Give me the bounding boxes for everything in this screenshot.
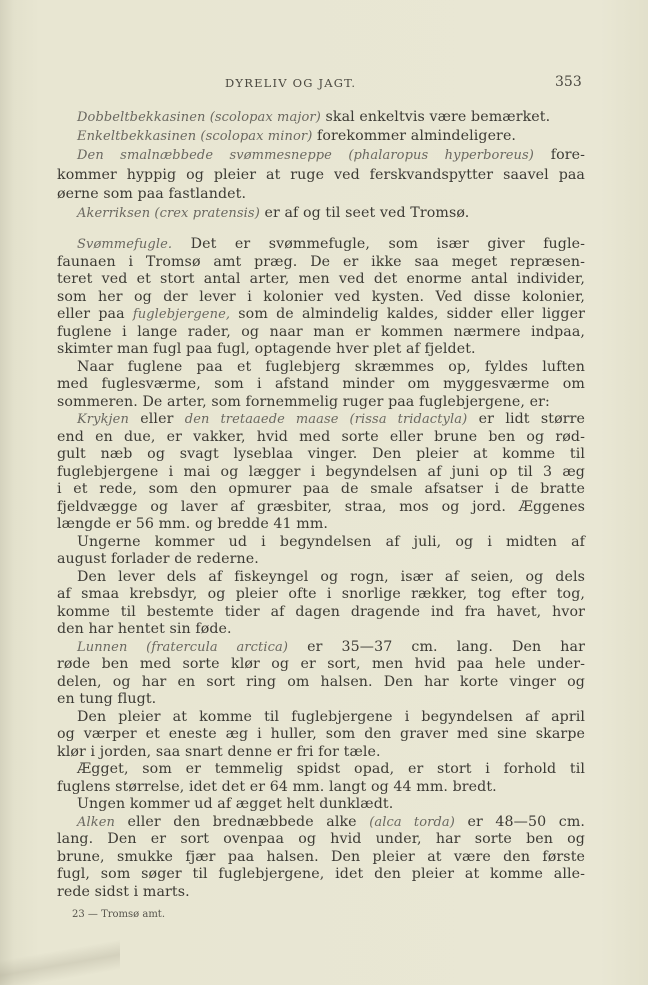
page-edge-shadow — [0, 930, 120, 985]
italic-term: Svømmefugle. — [77, 237, 173, 252]
text-line — [57, 779, 585, 797]
text-run: Ungerne kommer ud i begyndelsen af juli, og i midten af — [77, 533, 585, 550]
text-run: Det er svømmefugle, som især giver fugle- — [172, 236, 585, 252]
italic-term: den tretaaede maase (rissa tridactyla) — [184, 412, 468, 427]
text-run: øerne som paa fastlandet. — [57, 185, 247, 202]
svommefugle-section — [57, 236, 585, 901]
text-line — [57, 814, 585, 832]
paragraph — [57, 359, 585, 412]
italic-term: Krykjen — [77, 412, 129, 427]
text-run: skal enkeltvis være bemærket. — [320, 109, 551, 125]
printer-signature: 23 — Tromsø amt. — [72, 909, 166, 920]
text-line — [57, 289, 585, 307]
paragraph — [57, 411, 585, 534]
italic-term: Alken — [77, 814, 115, 830]
text-run: fuglebjergene i mai og lægger i begyndelsen af juni op til 3 æg — [57, 463, 585, 480]
text-run: eller den brednæbbede alke — [115, 813, 370, 830]
text-run: fore- — [533, 147, 586, 164]
text-line — [57, 551, 585, 569]
italic-term: (alca torda) — [369, 814, 455, 830]
text-run: skimter man fugl paa fugl, optagende hver plet af fjeldet. — [57, 341, 476, 357]
text-line — [57, 691, 585, 709]
text-run: Den pleier at komme til fuglebjergene i begyndelsen af april — [77, 708, 585, 725]
text-run: den har hentet sin føde. — [57, 621, 232, 637]
text-run: længde er 56 mm. og bredde 41 mm. — [57, 516, 328, 532]
italic-term: fuglebjergene, — [132, 307, 231, 322]
text-line — [57, 236, 585, 254]
text-run: gult næb og svagt lyseblaa vinger. Den pleier at komme til — [57, 446, 585, 462]
text-run: i et rede, som den opmurer paa de smale afsatser i de bratte — [57, 481, 585, 497]
text-run: som her og der lever i kolonier ved kysten. Ved disse kolonier, — [57, 288, 585, 305]
text-line — [57, 796, 585, 814]
text-line — [57, 411, 585, 429]
text-run: rede sidst i marts. — [57, 883, 190, 900]
text-run: sommeren. De arter, som fornemmelig ruger paa fuglebjergene, er: — [57, 393, 550, 410]
text-line — [57, 185, 585, 204]
text-run: Den lever dels af fiskeyngel og rogn, især af seien, og dels — [77, 568, 585, 585]
paragraph — [57, 127, 585, 146]
text-line — [57, 271, 585, 289]
text-line — [57, 604, 585, 622]
text-line — [57, 108, 585, 127]
text-line — [57, 204, 585, 223]
text-run: er af og til seet ved Tromsø. — [259, 204, 470, 221]
text-run: med fuglesværme, som i afstand minder om myggesværme om — [57, 376, 585, 392]
text-line — [57, 569, 585, 587]
text-run: som de almindelig kaldes, sidder eller ligger — [230, 306, 585, 322]
running-title: DYRELIV OG JAGT. — [225, 76, 357, 90]
paragraph — [57, 796, 585, 814]
italic-term: Enkeltbekkasinen (scolopax minor) — [77, 129, 313, 145]
text-line — [57, 446, 585, 464]
text-run: af smaa krebsdyr, og pleier ofte i snorlige rækker, tog efter tog, — [57, 586, 585, 602]
text-line — [57, 464, 585, 482]
paragraph — [57, 108, 585, 127]
text-run: brune, smukke fjær paa halsen. Den pleier at være den første — [57, 848, 585, 865]
text-line — [57, 726, 585, 744]
paragraph — [57, 709, 585, 762]
paragraph — [57, 146, 585, 204]
text-line — [57, 516, 585, 534]
italic-term: Den smalnæbbede svømmesneppe (phalaropus hyperboreus) — [77, 148, 534, 164]
text-line — [57, 429, 585, 447]
paragraph — [57, 236, 585, 359]
text-line — [57, 394, 585, 412]
text-line — [57, 481, 585, 499]
text-line — [57, 376, 585, 394]
paragraph — [57, 569, 585, 639]
top-species-list — [57, 108, 585, 223]
text-run: delen, og har en sort ring om halsen. Den har korte vinger og — [57, 673, 585, 690]
text-line — [57, 866, 585, 884]
text-run: en tung flugt. — [57, 691, 157, 707]
text-line — [57, 499, 585, 517]
text-run: forekommer almindeligere. — [312, 128, 517, 145]
text-run: Naar fuglene paa et fuglebjerg skræmmes op, fyldes luften — [77, 358, 585, 375]
text-line — [57, 831, 585, 849]
text-run: fjeldvægge og laver af græsbiter, straa, mos og jord. Æggenes — [57, 498, 585, 515]
text-line — [57, 621, 585, 639]
text-line — [57, 849, 585, 867]
text-run: og værper et eneste æg i huller, som den graver med sine skarpe — [57, 726, 585, 742]
text-run: fuglene i lange rader, og naar man er kommen nærmere indpaa, — [57, 323, 585, 340]
text-line — [57, 639, 585, 657]
text-run: lang. Den er sort ovenpaa og hvid under, har sorte ben og — [57, 831, 585, 847]
text-line — [57, 166, 585, 185]
text-run: eller — [128, 411, 185, 427]
text-run: er 48—50 cm. — [454, 813, 585, 830]
text-line — [57, 674, 585, 692]
text-run: komme til bestemte tider af dagen dragende ind fra havet, hvor — [57, 603, 585, 620]
text-line — [57, 586, 585, 604]
paragraph — [57, 814, 585, 902]
text-run: er 35—37 cm. lang. Den har — [288, 638, 585, 655]
italic-term: Akerriksen (crex pratensis) — [77, 205, 260, 221]
text-line — [57, 534, 585, 552]
italic-term: Dobbeltbekkasinen (scolopax major) — [77, 110, 321, 125]
text-run: fugl, som søger til fuglebjergene, idet den pleier at komme alle- — [57, 866, 585, 882]
text-line — [57, 744, 585, 762]
text-line — [57, 709, 585, 727]
text-run: Ægget, som er temmelig spidst opad, er stort i forhold til — [77, 761, 585, 777]
text-run: Ungen kommer ud af ægget helt dunklædt. — [77, 796, 394, 812]
paragraph — [57, 534, 585, 569]
text-line — [57, 341, 585, 359]
italic-term: Lunnen (fratercula arctica) — [77, 639, 288, 655]
text-run: fuglens størrelse, idet det er 64 mm. langt og 44 mm. bredt. — [57, 778, 497, 795]
text-line — [57, 656, 585, 674]
paragraph — [57, 761, 585, 796]
text-run: er lidt større — [467, 411, 585, 427]
page-header — [0, 74, 648, 94]
text-run: kommer hyppig og pleier at ruge ved ferskvandspytter saavel paa — [57, 166, 585, 183]
text-line — [57, 324, 585, 342]
paragraph — [57, 204, 585, 223]
text-run: faunaen i Tromsø amt præg. De er ikke saa meget repræsen- — [57, 253, 585, 270]
page-number: 353 — [555, 74, 582, 90]
text-run: end en due, er vakker, hvid med sorte eller brune ben og rød- — [57, 428, 585, 445]
text-run: teret ved et stort antal arter, men ved det enorme antal individer, — [57, 271, 585, 287]
text-line — [57, 359, 585, 377]
text-run: klør i jorden, saa snart denne er fri for tæle. — [57, 743, 381, 760]
text-line — [57, 146, 585, 165]
text-line — [57, 306, 585, 324]
text-run: røde ben med sorte klør og er sort, men hvid paa hele under- — [57, 656, 585, 672]
text-line — [57, 884, 585, 902]
text-line — [57, 127, 585, 146]
text-line — [57, 254, 585, 272]
text-line — [57, 761, 585, 779]
text-run: august forlader de rederne. — [57, 551, 259, 567]
text-run: eller paa — [57, 306, 133, 322]
paragraph — [57, 639, 585, 709]
